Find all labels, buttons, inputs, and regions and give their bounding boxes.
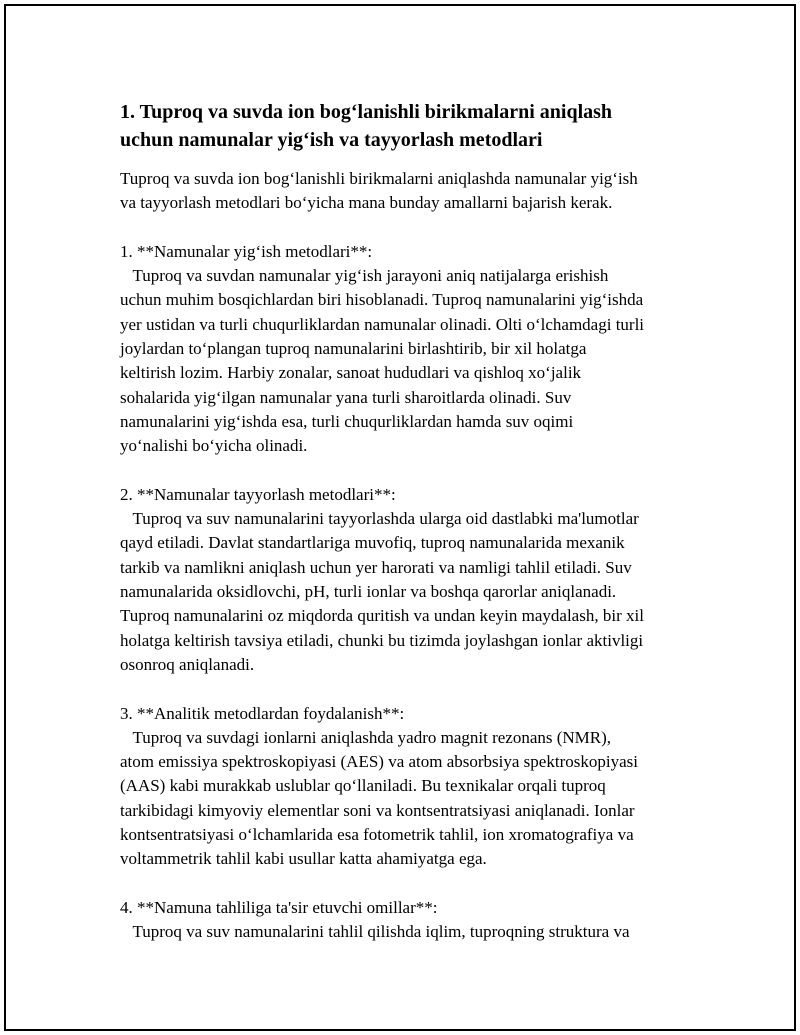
section-heading: 2. **Namunalar tayyorlash metodlari**: [120, 484, 396, 504]
intro-line: va tayyorlash metodlari bo‘yicha mana bunday amallarni bajarish kerak. [120, 193, 613, 213]
section-line: Tuproq va suvdagi ionlarni aniqlashda yadro magnit rezonans (NMR), [120, 727, 612, 747]
section-heading: 4. **Namuna tahliliga ta'sir etuvchi omillar**: [120, 897, 438, 917]
paragraph-spacer [120, 459, 700, 483]
title-line: 1. Tuproq va suvda ion bog‘lanishli birikmalarni aniqlash [120, 101, 613, 123]
section-line: Tuproq va suv namunalarini tahlil qilishda iqlim, tuproqning struktura va [120, 922, 630, 942]
intro-line: Tuproq va suvda ion bog‘lanishli birikmalarni aniqlashda namunalar yig‘ish [120, 169, 638, 188]
paragraph-spacer [120, 677, 700, 701]
document-title [120, 98, 700, 154]
section-line: Tuproq va suvdan namunalar yig‘ish jarayoni aniq natijalarga erishish [120, 266, 609, 286]
intro-paragraph [120, 167, 700, 216]
title-line: uchun namunalar yig‘ish va tayyorlash metodlari [120, 129, 543, 151]
section-line: kontsentratsiyasi o‘lchamlarida esa fotometrik tahlil, ion xromatografiya va [120, 825, 634, 845]
section-line: qayd etiladi. Davlat standartlariga muvofiq, tuproq namunalarida mexanik [120, 533, 625, 553]
section-line: keltirish lozim. Harbiy zonalar, sanoat hududlari va qishloq xo‘jalik [120, 363, 582, 383]
section-line: uchun muhim bosqichlardan biri hisoblanadi. Tuproq namunalarini yig‘ishda [120, 290, 644, 310]
paragraph-spacer [120, 872, 700, 896]
section-heading: 3. **Analitik metodlardan foydalanish**: [120, 703, 405, 723]
section-line: namunalarini yig‘ishda esa, turli chuqurliklardan hamda suv oqimi [120, 411, 574, 431]
paragraph-spacer [120, 216, 700, 240]
section-line: osonroq aniqlanadi. [120, 654, 255, 674]
document-body [120, 98, 700, 945]
section-4 [120, 896, 700, 945]
section-2 [120, 483, 700, 677]
section-line: yer ustidan va turli chuqurliklardan namunalar olinadi. Olti o‘lchamdagi turli [120, 314, 645, 334]
section-line: (AAS) kabi murakkab uslublar qo‘llaniladi. Bu texnikalar orqali tuproq [120, 776, 606, 796]
section-line: namunalarida oksidlovchi, pH, turli ionlar va boshqa qarorlar aniqlanadi. [120, 582, 617, 602]
section-line: tarkibidagi kimyoviy elementlar soni va kontsentratsiyasi aniqlanadi. Ionlar [120, 800, 635, 820]
section-line: sohalarida yig‘ilgan namunalar yana turli sharoitlarda olinadi. Suv [120, 387, 572, 407]
section-line: voltammetrik tahlil kabi usullar katta ahamiyatga ega. [120, 849, 487, 869]
page-frame [4, 4, 796, 1031]
section-line: yo‘nalishi bo‘yicha olinadi. [120, 436, 308, 456]
section-line: atom emissiya spektroskopiyasi (AES) va atom absorbsiya spektroskopiyasi [120, 752, 638, 772]
section-heading: 1. **Namunalar yig‘ish metodlari**: [120, 241, 373, 261]
section-line: joylardan to‘plangan tuproq namunalarini birlashtirib, bir xil holatga [120, 339, 587, 359]
section-line: holatga keltirish tavsiya etiladi, chunki bu tizimda joylashgan ionlar aktivligi [120, 630, 644, 650]
section-line: tarkib va namlikni aniqlash uchun yer harorati va namligi tahlil etiladi. Suv [120, 557, 632, 577]
section-1 [120, 240, 700, 459]
section-line: Tuproq va suv namunalarini tayyorlashda ularga oid dastlabki ma'lumotlar [120, 509, 639, 529]
section-3 [120, 702, 700, 872]
section-line: Tuproq namunalarini oz miqdorda quritish va undan keyin maydalash, bir xil [120, 606, 644, 626]
